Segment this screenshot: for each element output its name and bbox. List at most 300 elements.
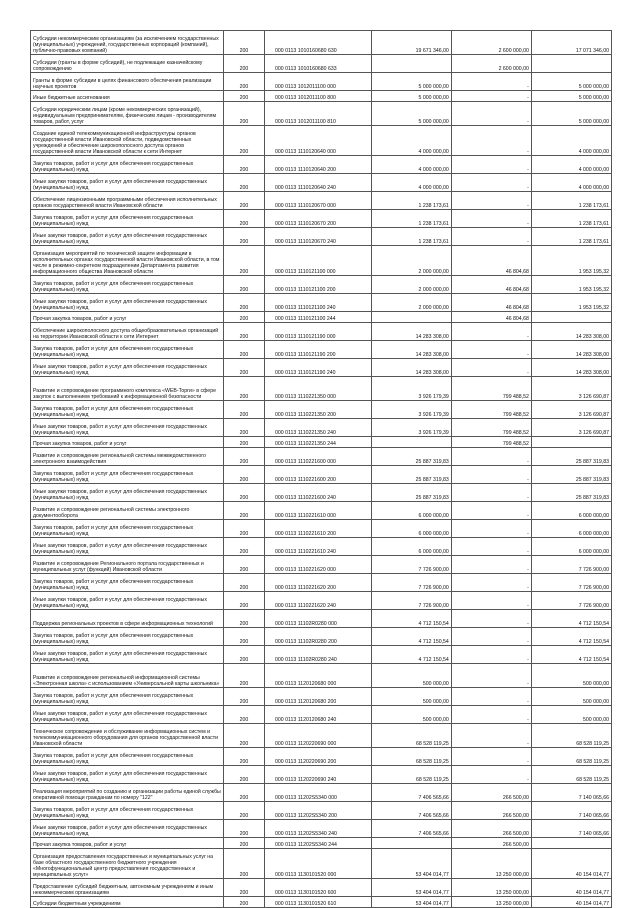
row-executed-cell: - — [451, 646, 531, 664]
row-code-cell: 200 — [223, 688, 264, 706]
row-approved-cell: 7 406 565,66 — [371, 802, 451, 820]
table-row — [31, 466, 612, 484]
row-approved-cell: 6 000 000,00 — [371, 502, 451, 520]
row-approved-cell: 2 000 000,00 — [371, 276, 451, 294]
row-code-cell: 200 — [223, 102, 264, 126]
row-approved-cell: 3 926 179,39 — [371, 377, 451, 401]
row-code-cell: 200 — [223, 724, 264, 748]
row-name-cell: Субсидии юридическим лицам (кроме некоммерческих организаций), индивидуальным предпринимателям, физическим лицам - производителям товаров, работ, услуг — [31, 102, 224, 126]
row-name-cell: Иные закупки товаров, работ и услуг для обеспечения государственных (муниципальных) нужд — [31, 419, 224, 437]
row-executed-cell: 799 488,52 — [451, 419, 531, 437]
row-name-cell: Развитие и сопровождение Регионального портала государственных и муниципальных услуг (функций) Ивановской области — [31, 556, 224, 574]
row-kbk-cell: 000 0113 1012011100 810 — [265, 102, 372, 126]
row-remaining-cell: 5 000 000,00 — [531, 91, 611, 102]
table-row — [31, 838, 612, 849]
row-kbk-cell: 000 0113 1110121100 244 — [265, 312, 372, 323]
table-row — [31, 192, 612, 210]
row-name-cell: Прочая закупка товаров, работ и услуг — [31, 437, 224, 448]
row-name-cell: Прочая закупка товаров, работ и услуг — [31, 312, 224, 323]
row-executed-cell: - — [451, 341, 531, 359]
table-row — [31, 359, 612, 377]
table-row — [31, 520, 612, 538]
row-remaining-cell: 1 238 173,61 — [531, 210, 611, 228]
row-name-cell: Обеспечение широкополосного доступа общеобразовательных организаций на территории Ивановской области к сети Интернет — [31, 323, 224, 341]
row-kbk-cell: 000 0113 1120120680 200 — [265, 688, 372, 706]
row-kbk-cell: 000 0113 1110121100 000 — [265, 246, 372, 276]
row-remaining-cell: 40 154 014,77 — [531, 897, 611, 908]
row-code-cell: 200 — [223, 628, 264, 646]
row-name-cell: Субсидии (гранты в форме субсидий), не подлежащие казначейскому сопровождению — [31, 55, 224, 73]
row-code-cell: 200 — [223, 766, 264, 784]
table-row — [31, 592, 612, 610]
row-kbk-cell: 000 0113 1110221350 000 — [265, 377, 372, 401]
table-row — [31, 646, 612, 664]
row-name-cell: Закупка товаров, работ и услуг для обеспечения государственных (муниципальных) нужд — [31, 748, 224, 766]
row-name-cell: Обеспечение лицензионными программными обеспечения исполнительных органов государственной власти Ивановской области — [31, 192, 224, 210]
row-approved-cell: 3 926 179,39 — [371, 419, 451, 437]
row-code-cell: 200 — [223, 706, 264, 724]
row-executed-cell: - — [451, 174, 531, 192]
row-code-cell: 200 — [223, 466, 264, 484]
row-kbk-cell: 000 0113 1110221610 200 — [265, 520, 372, 538]
row-kbk-cell: 000 0113 1010160680 630 — [265, 31, 372, 55]
row-code-cell: 200 — [223, 55, 264, 73]
table-row — [31, 688, 612, 706]
row-code-cell: 200 — [223, 784, 264, 802]
row-approved-cell: 68 528 119,25 — [371, 748, 451, 766]
row-name-cell: Развитие и сопровождение программного комплекса «WEB-Торги» в сфере закупок с выполнением требований к информационной безопасности — [31, 377, 224, 401]
table-row — [31, 312, 612, 323]
row-kbk-cell: 000 0113 1110221620 240 — [265, 592, 372, 610]
row-remaining-cell: 25 887 319,83 — [531, 466, 611, 484]
row-name-cell: Иные закупки товаров, работ и услуг для обеспечения государственных (муниципальных) нужд — [31, 820, 224, 838]
row-name-cell: Прочая закупка товаров, работ и услуг — [31, 838, 224, 849]
row-remaining-cell: 1 238 173,61 — [531, 228, 611, 246]
row-kbk-cell: 000 0113 11202S5340 240 — [265, 820, 372, 838]
table-row — [31, 276, 612, 294]
row-executed-cell: - — [451, 688, 531, 706]
table-row — [31, 91, 612, 102]
row-remaining-cell: 4 000 000,00 — [531, 174, 611, 192]
row-name-cell: Закупка товаров, работ и услуг для обеспечения государственных (муниципальных) нужд — [31, 574, 224, 592]
table-row — [31, 323, 612, 341]
table-row — [31, 401, 612, 419]
row-remaining-cell — [531, 838, 611, 849]
row-name-cell: Закупка товаров, работ и услуг для обеспечения государственных (муниципальных) нужд — [31, 628, 224, 646]
row-code-cell: 200 — [223, 126, 264, 156]
table-row — [31, 574, 612, 592]
row-remaining-cell: 25 887 319,83 — [531, 448, 611, 466]
row-kbk-cell: 000 0113 1110221600 200 — [265, 466, 372, 484]
table-row — [31, 210, 612, 228]
table-row — [31, 706, 612, 724]
row-executed-cell: - — [451, 748, 531, 766]
row-name-cell: Иные закупки товаров, работ и услуг для обеспечения государственных (муниципальных) нужд — [31, 538, 224, 556]
row-code-cell: 200 — [223, 31, 264, 55]
row-code-cell: 200 — [223, 748, 264, 766]
row-kbk-cell: 000 0113 11202S5340 200 — [265, 802, 372, 820]
row-executed-cell: 13 250 000,00 — [451, 849, 531, 879]
row-remaining-cell: 40 154 014,77 — [531, 879, 611, 897]
row-remaining-cell: 7 726 900,00 — [531, 574, 611, 592]
row-kbk-cell: 000 0113 1110121100 240 — [265, 294, 372, 312]
row-name-cell: Иные закупки товаров, работ и услуг для обеспечения государственных (муниципальных) нужд — [31, 174, 224, 192]
row-approved-cell — [371, 55, 451, 73]
row-kbk-cell: 000 0113 1110221610 000 — [265, 502, 372, 520]
row-approved-cell: 14 283 308,00 — [371, 341, 451, 359]
row-code-cell: 200 — [223, 192, 264, 210]
row-kbk-cell: 000 0113 1110221350 240 — [265, 419, 372, 437]
row-executed-cell: - — [451, 766, 531, 784]
row-code-cell: 200 — [223, 91, 264, 102]
row-approved-cell: 7 406 565,66 — [371, 784, 451, 802]
row-remaining-cell: 6 000 000,00 — [531, 502, 611, 520]
table-row — [31, 538, 612, 556]
row-name-cell: Развитие и сопровождение региональной системы межведомственного электронного взаимодействия — [31, 448, 224, 466]
row-kbk-cell: 000 0113 1110221350 244 — [265, 437, 372, 448]
row-remaining-cell: 3 126 690,87 — [531, 419, 611, 437]
row-executed-cell: - — [451, 359, 531, 377]
row-code-cell: 200 — [223, 802, 264, 820]
row-approved-cell: 6 000 000,00 — [371, 538, 451, 556]
table-row — [31, 55, 612, 73]
row-approved-cell: 5 000 000,00 — [371, 102, 451, 126]
row-remaining-cell: 17 071 346,00 — [531, 31, 611, 55]
row-remaining-cell: 6 000 000,00 — [531, 520, 611, 538]
row-kbk-cell: 000 0113 1110120670 200 — [265, 210, 372, 228]
row-executed-cell: - — [451, 73, 531, 91]
row-name-cell: Субсидии некоммерческим организациям (за исключением государственных (муниципальных) учреждений, государственных корпораций (компаний), публично-правовых компаний) — [31, 31, 224, 55]
row-approved-cell — [371, 437, 451, 448]
table-row — [31, 484, 612, 502]
row-approved-cell: 7 726 900,00 — [371, 574, 451, 592]
row-remaining-cell: 68 528 119,25 — [531, 724, 611, 748]
row-executed-cell: - — [451, 592, 531, 610]
row-code-cell: 200 — [223, 574, 264, 592]
row-executed-cell: 46 804,68 — [451, 312, 531, 323]
table-row — [31, 73, 612, 91]
row-approved-cell: 14 283 308,00 — [371, 359, 451, 377]
row-executed-cell: - — [451, 574, 531, 592]
table-row — [31, 448, 612, 466]
row-name-cell: Предоставление субсидий бюджетным, автономным учреждениям и иным некоммерческим организациям — [31, 879, 224, 897]
row-code-cell: 200 — [223, 323, 264, 341]
row-code-cell: 200 — [223, 437, 264, 448]
row-name-cell: Гранты в форме субсидии в целях финансового обеспечения реализации научных проектов — [31, 73, 224, 91]
row-approved-cell: 7 726 900,00 — [371, 556, 451, 574]
row-kbk-cell: 000 0113 1012011100 800 — [265, 91, 372, 102]
row-executed-cell: - — [451, 520, 531, 538]
row-executed-cell: - — [451, 724, 531, 748]
row-code-cell: 200 — [223, 592, 264, 610]
row-approved-cell: 14 283 308,00 — [371, 323, 451, 341]
row-executed-cell: - — [451, 466, 531, 484]
row-approved-cell: 5 000 000,00 — [371, 91, 451, 102]
row-name-cell: Иные бюджетные ассигнования — [31, 91, 224, 102]
row-remaining-cell: 5 000 000,00 — [531, 102, 611, 126]
row-executed-cell: - — [451, 156, 531, 174]
row-code-cell: 200 — [223, 520, 264, 538]
row-name-cell: Закупка товаров, работ и услуг для обеспечения государственных (муниципальных) нужд — [31, 688, 224, 706]
row-kbk-cell: 000 0113 1110120670 240 — [265, 228, 372, 246]
row-code-cell: 200 — [223, 538, 264, 556]
row-approved-cell: 68 528 119,25 — [371, 766, 451, 784]
row-remaining-cell: 500 000,00 — [531, 688, 611, 706]
row-code-cell: 200 — [223, 448, 264, 466]
row-name-cell: Закупка товаров, работ и услуг для обеспечения государственных (муниципальных) нужд — [31, 276, 224, 294]
row-remaining-cell: 40 154 014,77 — [531, 849, 611, 879]
row-executed-cell: 46 804,68 — [451, 294, 531, 312]
row-kbk-cell: 000 0113 11202S5340 000 — [265, 784, 372, 802]
row-name-cell: Организация мероприятий по технической защите информации в исполнительных органах государственной власти Ивановской области, в том числе в режимно-секретном подразделении Департамента развития информационного общества Ивановской области — [31, 246, 224, 276]
table-row — [31, 897, 612, 908]
table-row — [31, 341, 612, 359]
row-kbk-cell: 000 0113 1110120640 200 — [265, 156, 372, 174]
row-kbk-cell: 000 0113 1110221600 240 — [265, 484, 372, 502]
row-kbk-cell: 000 0113 1110120640 240 — [265, 174, 372, 192]
table-row — [31, 377, 612, 401]
table-row — [31, 628, 612, 646]
row-kbk-cell: 000 0113 1110120640 000 — [265, 126, 372, 156]
row-executed-cell: - — [451, 628, 531, 646]
row-name-cell: Закупка товаров, работ и услуг для обеспечения государственных (муниципальных) нужд — [31, 341, 224, 359]
table-row — [31, 437, 612, 448]
row-remaining-cell: 4 000 000,00 — [531, 126, 611, 156]
row-code-cell: 200 — [223, 359, 264, 377]
row-code-cell: 200 — [223, 419, 264, 437]
table-row — [31, 820, 612, 838]
row-code-cell: 200 — [223, 646, 264, 664]
row-executed-cell: 13 250 000,00 — [451, 879, 531, 897]
row-remaining-cell: 1 953 195,32 — [531, 246, 611, 276]
row-kbk-cell: 000 0113 11102R0280 240 — [265, 646, 372, 664]
row-approved-cell: 2 000 000,00 — [371, 294, 451, 312]
row-kbk-cell: 000 0113 11102R0280 000 — [265, 610, 372, 628]
row-code-cell: 200 — [223, 897, 264, 908]
row-executed-cell: - — [451, 126, 531, 156]
row-name-cell: Иные закупки товаров, работ и услуг для обеспечения государственных (муниципальных) нужд — [31, 484, 224, 502]
row-code-cell: 200 — [223, 228, 264, 246]
row-kbk-cell: 000 0113 1110221600 000 — [265, 448, 372, 466]
row-remaining-cell: 7 140 065,66 — [531, 784, 611, 802]
row-code-cell: 200 — [223, 849, 264, 879]
table-row — [31, 31, 612, 55]
row-executed-cell: 266 500,00 — [451, 838, 531, 849]
row-name-cell: Иные закупки товаров, работ и услуг для обеспечения государственных (муниципальных) нужд — [31, 359, 224, 377]
row-kbk-cell: 000 0113 11102R0280 200 — [265, 628, 372, 646]
row-remaining-cell: 6 000 000,00 — [531, 538, 611, 556]
row-approved-cell: 7 726 900,00 — [371, 592, 451, 610]
row-executed-cell: 266 500,00 — [451, 802, 531, 820]
table-row — [31, 556, 612, 574]
row-code-cell: 200 — [223, 664, 264, 688]
row-executed-cell: 799 488,52 — [451, 377, 531, 401]
row-remaining-cell: 14 283 308,00 — [531, 323, 611, 341]
table-row — [31, 610, 612, 628]
row-name-cell: Закупка товаров, работ и услуг для обеспечения государственных (муниципальных) нужд — [31, 802, 224, 820]
row-kbk-cell: 000 0113 1130101520 000 — [265, 849, 372, 879]
row-approved-cell: 4 000 000,00 — [371, 126, 451, 156]
row-code-cell: 200 — [223, 377, 264, 401]
row-kbk-cell: 000 0113 1130101520 600 — [265, 879, 372, 897]
row-name-cell: Иные закупки товаров, работ и услуг для обеспечения государственных (муниципальных) нужд — [31, 294, 224, 312]
row-remaining-cell: 1 953 195,32 — [531, 276, 611, 294]
row-remaining-cell: 7 726 900,00 — [531, 556, 611, 574]
row-kbk-cell: 000 0113 1110221620 200 — [265, 574, 372, 592]
row-code-cell: 200 — [223, 73, 264, 91]
row-remaining-cell: 500 000,00 — [531, 664, 611, 688]
row-name-cell: Закупка товаров, работ и услуг для обеспечения государственных (муниципальных) нужд — [31, 520, 224, 538]
table-row — [31, 156, 612, 174]
row-remaining-cell: 500 000,00 — [531, 706, 611, 724]
row-approved-cell: 500 000,00 — [371, 688, 451, 706]
row-executed-cell: 2 600 000,00 — [451, 31, 531, 55]
row-kbk-cell: 000 0113 11202S5340 244 — [265, 838, 372, 849]
row-code-cell: 200 — [223, 246, 264, 276]
row-approved-cell: 19 671 346,00 — [371, 31, 451, 55]
row-kbk-cell: 000 0113 1010160680 633 — [265, 55, 372, 73]
row-name-cell: Создание единой телекоммуникационной инфраструктуры органов государственной власти Ивановской области, подведомственных учреждений и обеспечение широкополосного доступа органов государственной власти Ивановской области к сети Интернет — [31, 126, 224, 156]
row-executed-cell: - — [451, 664, 531, 688]
row-remaining-cell: 7 140 065,66 — [531, 802, 611, 820]
table-row — [31, 102, 612, 126]
row-remaining-cell: 4 712 150,54 — [531, 628, 611, 646]
row-code-cell: 200 — [223, 556, 264, 574]
row-name-cell: Субсидии бюджетным учреждениям — [31, 897, 224, 908]
row-approved-cell: 53 404 014,77 — [371, 879, 451, 897]
row-kbk-cell: 000 0113 1120120680 000 — [265, 664, 372, 688]
row-remaining-cell — [531, 437, 611, 448]
row-approved-cell: 4 712 150,54 — [371, 646, 451, 664]
row-kbk-cell: 000 0113 1130101520 610 — [265, 897, 372, 908]
row-remaining-cell: 68 528 119,25 — [531, 748, 611, 766]
budget-report-sheet — [30, 30, 612, 908]
row-executed-cell: 266 500,00 — [451, 784, 531, 802]
row-kbk-cell: 000 0113 1110221620 000 — [265, 556, 372, 574]
row-code-cell: 200 — [223, 484, 264, 502]
row-remaining-cell — [531, 55, 611, 73]
row-approved-cell: 500 000,00 — [371, 706, 451, 724]
row-executed-cell: - — [451, 538, 531, 556]
row-name-cell: Иные закупки товаров, работ и услуг для обеспечения государственных (муниципальных) нужд — [31, 228, 224, 246]
row-executed-cell: - — [451, 210, 531, 228]
row-executed-cell: - — [451, 706, 531, 724]
row-executed-cell: - — [451, 448, 531, 466]
row-remaining-cell: 3 126 690,87 — [531, 377, 611, 401]
table-row — [31, 802, 612, 820]
row-kbk-cell: 000 0113 1110121100 200 — [265, 276, 372, 294]
row-name-cell: Закупка товаров, работ и услуг для обеспечения государственных (муниципальных) нужд — [31, 401, 224, 419]
row-approved-cell: 5 000 000,00 — [371, 73, 451, 91]
row-executed-cell: 2 600 000,00 — [451, 55, 531, 73]
row-name-cell: Закупка товаров, работ и услуг для обеспечения государственных (муниципальных) нужд — [31, 466, 224, 484]
row-code-cell: 200 — [223, 879, 264, 897]
row-code-cell: 200 — [223, 502, 264, 520]
row-remaining-cell: 25 887 319,83 — [531, 484, 611, 502]
row-remaining-cell: 4 712 150,54 — [531, 646, 611, 664]
row-approved-cell: 7 406 565,66 — [371, 820, 451, 838]
row-executed-cell: 46 804,68 — [451, 246, 531, 276]
row-approved-cell: 53 404 014,77 — [371, 849, 451, 879]
row-code-cell: 200 — [223, 210, 264, 228]
row-approved-cell: 4 000 000,00 — [371, 156, 451, 174]
row-approved-cell: 4 712 150,54 — [371, 610, 451, 628]
row-executed-cell: - — [451, 323, 531, 341]
row-remaining-cell: 3 126 690,87 — [531, 401, 611, 419]
row-approved-cell: 68 528 119,25 — [371, 724, 451, 748]
table-row — [31, 502, 612, 520]
row-approved-cell: 1 238 173,61 — [371, 192, 451, 210]
row-executed-cell: - — [451, 102, 531, 126]
row-kbk-cell: 000 0113 1110121190 000 — [265, 323, 372, 341]
table-row — [31, 766, 612, 784]
row-executed-cell: - — [451, 502, 531, 520]
table-row — [31, 664, 612, 688]
row-code-cell: 200 — [223, 820, 264, 838]
row-executed-cell: 13 250 000,00 — [451, 897, 531, 908]
row-code-cell: 200 — [223, 174, 264, 192]
row-remaining-cell: 7 726 900,00 — [531, 592, 611, 610]
row-kbk-cell: 000 0113 1110221610 240 — [265, 538, 372, 556]
table-row — [31, 879, 612, 897]
row-name-cell: Закупка товаров, работ и услуг для обеспечения государственных (муниципальных) нужд — [31, 210, 224, 228]
table-row — [31, 784, 612, 802]
row-executed-cell: - — [451, 192, 531, 210]
table-row — [31, 724, 612, 748]
row-approved-cell: 500 000,00 — [371, 664, 451, 688]
row-executed-cell: - — [451, 556, 531, 574]
row-kbk-cell: 000 0113 1110221350 200 — [265, 401, 372, 419]
row-executed-cell: - — [451, 484, 531, 502]
budget-table-body — [31, 31, 612, 908]
table-row — [31, 419, 612, 437]
row-approved-cell: 25 887 319,83 — [371, 484, 451, 502]
row-remaining-cell: 4 712 150,54 — [531, 610, 611, 628]
row-remaining-cell: 7 140 065,66 — [531, 820, 611, 838]
row-remaining-cell — [531, 312, 611, 323]
row-kbk-cell: 000 0113 1110121190 200 — [265, 341, 372, 359]
row-code-cell: 200 — [223, 294, 264, 312]
row-name-cell: Развитие и сопровождение региональной информационной системы «Электронная школа» с использованием «Универсальной карты школьника» — [31, 664, 224, 688]
table-row — [31, 126, 612, 156]
row-approved-cell: 3 926 179,39 — [371, 401, 451, 419]
row-kbk-cell: 000 0113 1120220690 000 — [265, 724, 372, 748]
table-row — [31, 748, 612, 766]
row-name-cell: Иные закупки товаров, работ и услуг для обеспечения государственных (муниципальных) нужд — [31, 766, 224, 784]
table-row — [31, 228, 612, 246]
row-code-cell: 200 — [223, 838, 264, 849]
row-remaining-cell: 14 283 308,00 — [531, 359, 611, 377]
row-approved-cell: 53 404 014,77 — [371, 897, 451, 908]
row-approved-cell: 1 238 173,61 — [371, 228, 451, 246]
row-kbk-cell: 000 0113 1012011100 000 — [265, 73, 372, 91]
row-kbk-cell: 000 0113 1120220690 240 — [265, 766, 372, 784]
row-executed-cell: - — [451, 91, 531, 102]
row-name-cell: Закупка товаров, работ и услуг для обеспечения государственных (муниципальных) нужд — [31, 156, 224, 174]
row-code-cell: 200 — [223, 610, 264, 628]
row-approved-cell: 6 000 000,00 — [371, 520, 451, 538]
row-name-cell: Развитие и сопровождение региональной системы электронного документооборота — [31, 502, 224, 520]
table-row — [31, 294, 612, 312]
row-name-cell: Организация предоставления государственных и муниципальных услуг на базе областного государственного бюджетного учреждения «Многофункциональный центр предоставления государственных и муниципальных услуг» — [31, 849, 224, 879]
row-approved-cell: 1 238 173,61 — [371, 210, 451, 228]
row-executed-cell: 799 488,52 — [451, 437, 531, 448]
table-row — [31, 174, 612, 192]
row-name-cell: Иные закупки товаров, работ и услуг для обеспечения государственных (муниципальных) нужд — [31, 592, 224, 610]
row-remaining-cell: 1 953 195,32 — [531, 294, 611, 312]
row-approved-cell — [371, 312, 451, 323]
row-remaining-cell: 68 528 119,25 — [531, 766, 611, 784]
